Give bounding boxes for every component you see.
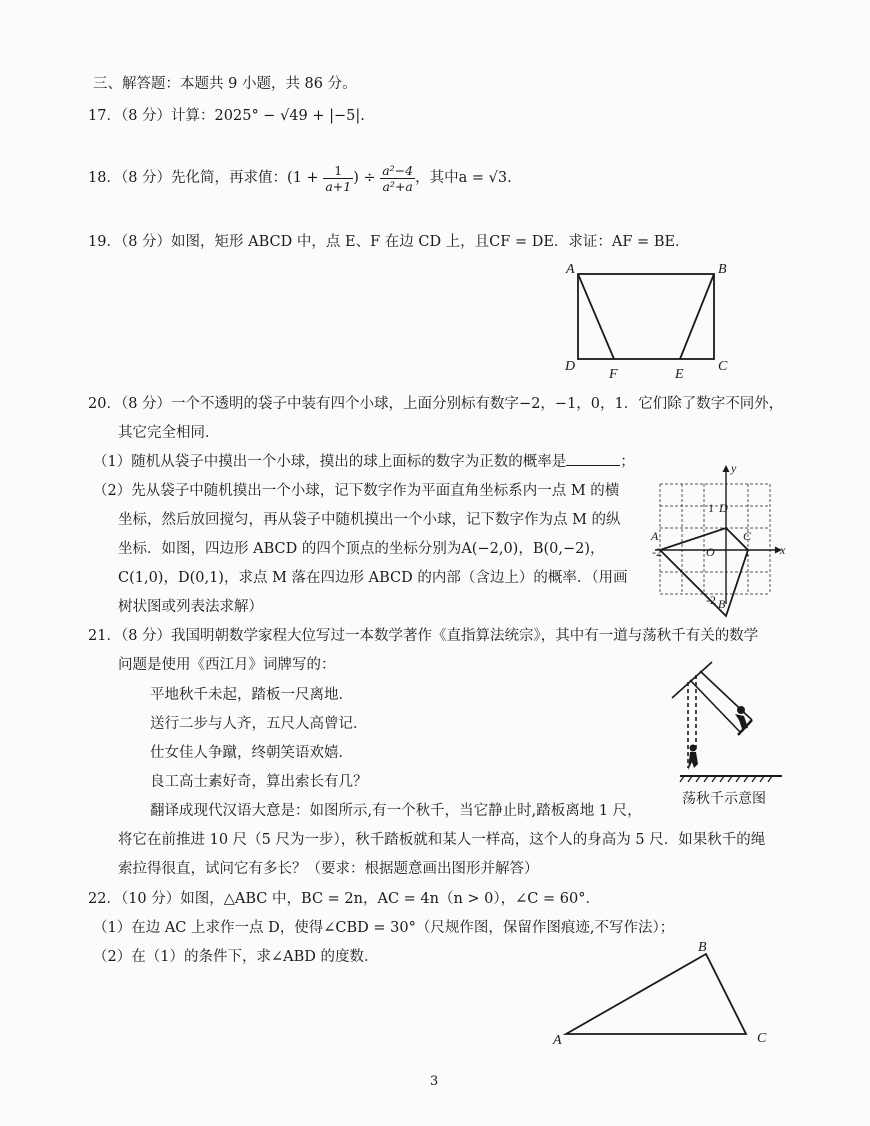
rectangle-figure [560,258,760,388]
triangle-abc [566,954,746,1034]
grid [660,484,770,594]
label-a: A [566,262,575,277]
translation-line-2: 将它在前推进 10 尺（5 尺为一步），秋千踏板就和某人一样高，这个人的身高为 5 尺．如果秋千的绳 [118,832,766,848]
fraction-2 [380,163,415,194]
question-22-part-1: （1）在边 AC 上求作一点 D，使得∠CBD = 30°（尺规作图，保留作图痕迹,不写作法）； [93,920,675,936]
person-on-swing [735,706,748,729]
question-text-line-1: 一个不透明的袋子中装有四个小球，上面分别标有数字−2，−1，0，1．它们除了数字不同外， [171,396,784,412]
segment-af [578,274,614,359]
question-score: （8 分） [120,396,172,412]
question-20-part-2-line-3: 坐标．如图，四边形 ABCD 的四个顶点的坐标分别为A(−2,0)，B(0,−2)， [118,541,605,557]
question-22-part-2: （2）在（1）的条件下，求∠ABD 的度数． [93,949,379,965]
math-expression: 2025° − √49 + |−5|. [214,108,365,124]
coordinate-graph [650,460,790,610]
label-b: B [718,262,727,277]
question-20-part-2-line-4: C(1,0)，D(0,1)，求点 M 落在四边形 ABCD 的内部（含边上）的概率．（用画 [118,570,628,586]
point-d-label: D [719,501,728,515]
question-20-part-2-line-1: （2）先从袋子中随机摸出一个小球，记下数字作为平面直角坐标系内一点 M 的横 [93,483,620,499]
translation-line-3: 索拉得很直，试问它有多长？（要求：根据题意画出图形并解答） [118,861,539,877]
question-20-part-1: （1）随机从袋子中摸出一个小球，摸出的球上面标的数字为正数的概率是 ； [93,454,635,470]
point-a-label: A [651,529,659,543]
question-text-line-1: 如图，△ABC 中，BC = 2n，AC = 4n（n > 0），∠C = 60°． [180,891,600,907]
question-number: 18． [88,170,121,186]
label-c: C [757,1031,767,1046]
fraction-1-numerator: 1 [323,163,353,179]
question-score: （10 分） [120,891,181,907]
question-number: 20． [88,396,121,412]
question-19 [88,232,690,252]
question-18 [88,160,512,196]
tick-x-neg2: -2 [652,545,662,559]
label-e: E [675,367,684,382]
fraction-2-denominator: a²+a [382,178,413,194]
label-a: A [553,1033,562,1048]
translation-line-1: 翻译成现代汉语大意是：如图所示,有一个秋千，当它静止时,踏板离地 1 尺， [150,803,642,819]
question-score: （8 分） [120,234,172,250]
top-beam [672,662,712,698]
tick-x-1: 1 [744,545,750,559]
tick-y-1: 1 [708,501,714,515]
label-c: C [718,359,728,374]
origin-label: O [706,545,715,559]
question-number: 17． [88,108,121,124]
question-number: 19． [88,234,121,250]
figure-caption: 荡秋千示意图 [682,791,766,807]
question-21-line-2: 问题是使用《西江月》词牌写的： [118,657,336,673]
question-17 [88,106,365,126]
point-c-label: C [743,529,752,543]
question-20-part-2-line-5: 树状图或列表法求解） [118,599,263,615]
poem-line-3: 仕女佳人争蹴，终朝笑语欢嬉． [150,745,353,761]
point-b-label: B [718,597,726,611]
question-score: （8 分） [120,108,172,124]
poem-line-4: 良工高士素好奇，算出索长有几？ [150,774,368,790]
question-text-line-1: 我国明朝数学家程大位写过一本数学著作《直指算法统宗》，其中有一道与荡秋千有关的数学 [171,628,759,644]
question-22 [88,889,600,909]
math-open: (1 + [287,170,319,186]
fraction-1 [323,163,353,194]
segment-be [680,274,714,359]
question-text: 计算： [171,108,215,124]
x-axis-label: x [780,543,786,557]
label-b: B [698,940,707,955]
question-score: （8 分） [120,170,172,186]
label-d: D [565,359,576,374]
question-text: 先化简，再求值： [171,170,288,186]
tick-y-neg2: -2 [706,593,716,607]
swing-figure [672,660,782,780]
question-text: 如图，矩形 ABCD 中，点 E、F 在边 CD 上，且CF = DE．求证：AF = BE． [171,234,690,250]
rectangle-abcd [578,274,714,359]
poem-line-1: 平地秋千未起，踏板一尺离地． [150,687,353,703]
fraction-2-numerator: a²−4 [382,162,414,178]
pushed-rope-left [690,680,740,732]
question-number: 21． [88,628,121,644]
y-axis-label: y [731,461,737,475]
page-number: 3 [430,1074,439,1089]
question-20-part-2-line-2: 坐标，然后放回搅匀，再从袋子中随机摸出一个小球，记下数字作为点 M 的纵 [118,512,621,528]
question-20-line-2: 其它完全相同． [118,425,220,441]
fraction-1-denominator: a+1 [325,178,352,194]
question-20 [88,394,783,414]
section-title: 三、解答题：本题共 9 小题，共 86 分。 [93,76,357,92]
question-number: 22． [88,891,121,907]
poem-line-2: 送行二步与人齐，五尺人高曾记． [150,716,368,732]
math-divide: ) ÷ [353,170,376,186]
pushed-rope-right [700,671,752,720]
question-score: （8 分） [120,628,172,644]
math-tail: ，其中a = √3. [415,170,512,186]
triangle-figure [545,935,775,1048]
question-21 [88,626,758,646]
label-f: F [609,367,618,382]
answer-blank [566,465,620,466]
y-axis-arrow [723,465,730,472]
